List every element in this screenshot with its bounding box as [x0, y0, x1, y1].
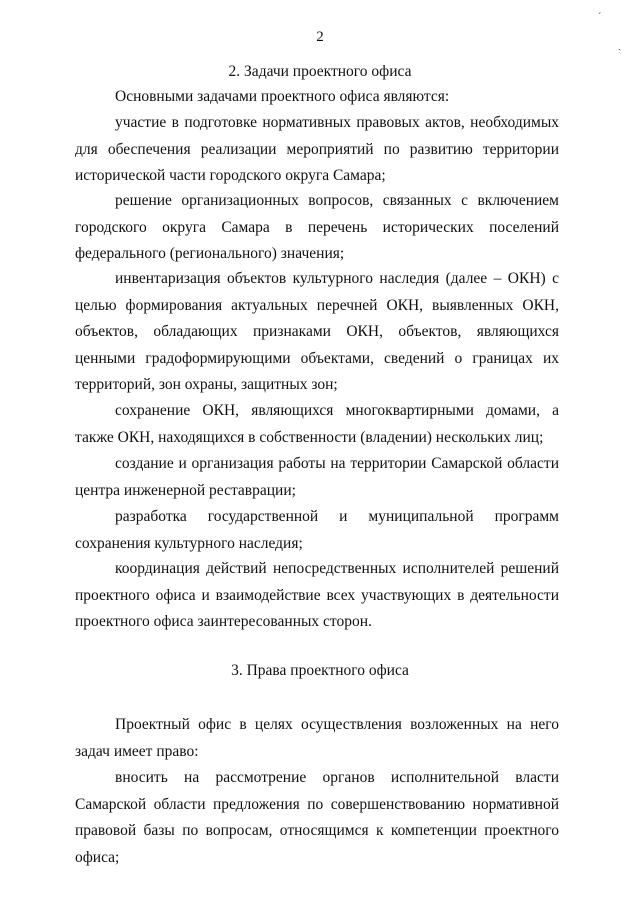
section-2-paragraph: участие в подготовке нормативных правовых актов, необходимых для обеспечения реализации мероприятий по развитию территории исторической части городского округа Самара; — [75, 114, 559, 184]
section-2-paragraph: создание и организация работы на территории Самарской области центра инженерной реставрации; — [75, 455, 559, 499]
page-number: 2 — [316, 29, 324, 45]
scan-mark: ˎ — [618, 40, 622, 51]
section-2-paragraph: решение организационных вопросов, связанных с включением городского округа Самара в перечень исторических поселений федерального (регионального) значения; — [75, 192, 559, 262]
section-2-heading: 2. Задачи проектного офиса — [228, 63, 412, 80]
section-2-paragraph: Основными задачами проектного офиса являются: — [115, 88, 450, 105]
section-2-paragraph: разработка государственной и муниципальной программ сохранения культурного наследия; — [75, 508, 559, 552]
section-3-paragraph: вносить на рассмотрение органов исполнительной власти Самарской области предложения по совершенствованию нормативной правовой базы по вопросам, относящимся к компетенции проектного офиса; — [75, 769, 559, 866]
section-2-paragraph: сохранение ОКН, являющихся многоквартирными домами, а также ОКН, находящихся в собственности (владении) нескольких лиц; — [75, 402, 559, 446]
section-2-paragraph: координация действий непосредственных исполнителей решений проектного офиса и взаимодействие всех участвующих в деятельности проектного офиса заинтересованных сторон. — [75, 560, 559, 630]
scan-mark: ˊ — [598, 12, 602, 23]
section-2-paragraph: инвентаризация объектов культурного наследия (далее – ОКН) с целью формирования актуальных перечней ОКН, выявленных ОКН, объектов, обладающих признаками ОКН, объектов, являющихся ценными градоформирующими объектами, сведений о границах их территорий, зон охраны, защитных зон; — [75, 270, 559, 393]
section-3-paragraph: Проектный офис в целях осуществления возложенных на него задач имеет право: — [75, 716, 559, 760]
section-3-heading: 3. Права проектного офиса — [231, 662, 409, 679]
